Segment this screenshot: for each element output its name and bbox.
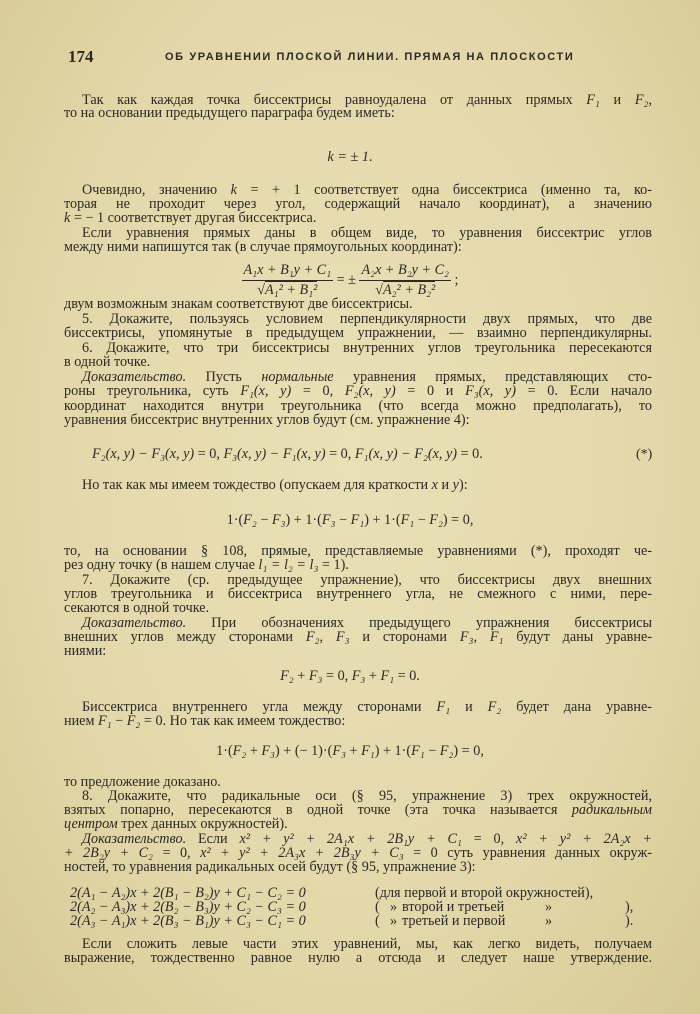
text-run: Но так как мы имеем тождество (опускаем для краткости bbox=[82, 477, 432, 493]
text-run: Биссектриса внутреннего угла между сторонами bbox=[82, 700, 437, 715]
text-run: ) + 1·( bbox=[374, 743, 412, 759]
text-run: = 0, bbox=[291, 384, 345, 399]
semicolon: ; bbox=[451, 271, 459, 288]
text-run: = 1). bbox=[318, 557, 349, 573]
text-run: будут даны уравне- bbox=[503, 630, 652, 645]
math-italic: F₃ bbox=[459, 630, 474, 645]
text-run: = 0, bbox=[194, 446, 224, 462]
text-run: в одной точке. bbox=[64, 354, 151, 370]
text-line bbox=[64, 860, 652, 875]
ditto-mark: » bbox=[545, 913, 553, 929]
text-run: Если уравнения прямых даны в общем виде, то уравнения биссектрис углов bbox=[82, 226, 652, 241]
text-run: и bbox=[437, 477, 453, 493]
math-italic: x² + y² + 2A₁x + 2B₁y + C₁ bbox=[239, 832, 462, 847]
math-italic: F₂ bbox=[280, 668, 294, 684]
math-italic: F₂ bbox=[232, 743, 247, 759]
text-run: ) = 0, bbox=[442, 512, 474, 528]
display-formula bbox=[40, 669, 660, 684]
text-run: ): bbox=[458, 477, 468, 493]
equation: 2(A₃ − A₁)x + 2(B₃ − B₁)y + C₃ − C₁ = 0 bbox=[70, 913, 306, 929]
paren-close: ). bbox=[625, 913, 634, 929]
text-line bbox=[64, 106, 652, 121]
equation-note: третьей и первой bbox=[402, 913, 506, 929]
paren-close: ), bbox=[625, 899, 634, 915]
text-run: и bbox=[599, 93, 635, 108]
text-run: уравнения прямых, представляющих сто- bbox=[333, 370, 652, 385]
text-line bbox=[64, 817, 652, 832]
text-run: двум возможным знакам соответствуют две биссектрисы. bbox=[64, 296, 413, 312]
text-run: между ними напишутся так (в случае прямоугольных координат): bbox=[64, 239, 462, 255]
text-line bbox=[64, 601, 652, 616]
math-italic: k = ± 1 bbox=[327, 149, 369, 165]
math-italic: x bbox=[431, 477, 438, 493]
math-italic: радикальным bbox=[571, 803, 652, 818]
text-run: 1·( bbox=[216, 743, 233, 759]
text-line bbox=[64, 630, 652, 645]
text-run: = 0, bbox=[152, 846, 201, 861]
math-italic: F₂ bbox=[243, 512, 257, 528]
text-run: = − 1 соответствует другая биссектриса. bbox=[70, 210, 317, 226]
text-line bbox=[64, 370, 652, 385]
text-line bbox=[64, 384, 652, 399]
paren-open: ( bbox=[375, 913, 380, 929]
text-line bbox=[64, 326, 652, 341]
math-italic: F₂(x, y) − F₃(x, y) bbox=[92, 446, 195, 462]
text-run: = + 1 соответствует одна биссектриса (именно та, ко- bbox=[236, 183, 652, 198]
text-run: то предложение доказано. bbox=[64, 774, 221, 790]
text-line bbox=[64, 240, 652, 255]
equation: 2(A₂ − A₃)x + 2(B₂ − B₃)y + C₂ − C₃ = 0 bbox=[70, 899, 306, 915]
text-run: биссектрисы, упомянутые в предыдущем упражнении, — взаимно перпендикулярны. bbox=[64, 326, 652, 341]
math-italic: F₂ bbox=[126, 713, 141, 729]
text-line bbox=[64, 183, 652, 198]
math-italic: F₁ bbox=[350, 512, 365, 528]
text-line bbox=[64, 832, 652, 847]
math-italic: центром bbox=[64, 816, 118, 832]
fraction-right bbox=[359, 262, 451, 299]
text-run: Если сложить левые части этих уравнений, мы, как легко видеть, получаем bbox=[82, 937, 652, 952]
text-run: то, на основании § 108, прямые, представляемые уравнениями (*), проходят че- bbox=[64, 544, 652, 559]
text-run: секаются в одной точке. bbox=[64, 600, 210, 616]
numerator: A₂x + B₂y + C₂ bbox=[359, 262, 451, 281]
running-head: ОБ УРАВНЕНИИ ПЛОСКОЙ ЛИНИИ. ПРЯМАЯ НА ПЛОСКОСТИ bbox=[165, 51, 575, 63]
text-line bbox=[64, 297, 652, 312]
math-italic: F₃ bbox=[261, 743, 275, 759]
text-run: координат находится внутри треугольника (что всегда можно предполагать), то bbox=[64, 399, 652, 414]
math-italic: F₁ bbox=[489, 630, 504, 645]
display-formula bbox=[40, 744, 660, 759]
equals-plus-minus: = ± bbox=[333, 271, 360, 288]
math-italic: x² + y² + 2A₃x + 2B₃y + C₃ bbox=[200, 846, 404, 861]
text-run: Если bbox=[186, 832, 240, 847]
math-italic: F₁ bbox=[411, 743, 425, 759]
text-run: − bbox=[335, 512, 351, 528]
equation: 2(A₁ − A₂)x + 2(B₁ − B₂)y + C₁ − C₂ = 0 bbox=[70, 885, 306, 901]
text-run: 6. Докажите, что три биссектрисы внутренних углов треугольника пересекаются bbox=[82, 341, 652, 356]
text-line bbox=[64, 478, 652, 493]
text-run: 8. Докажите, что радикальные оси (§ 95, упражнение 3) трех окружностей, bbox=[82, 789, 652, 804]
text-run: = 0. Если начало bbox=[515, 384, 652, 399]
text-line bbox=[64, 355, 652, 370]
text-run: . bbox=[368, 149, 373, 165]
text-run: ) + 1·( bbox=[285, 512, 322, 528]
math-italic: F₂ bbox=[305, 630, 320, 645]
text-run: = 0, bbox=[461, 832, 517, 847]
text-run: торая не проходит через угол, содержащий начало координат), а значению bbox=[64, 197, 652, 212]
display-formula bbox=[40, 513, 660, 528]
math-italic: F₂ bbox=[439, 743, 454, 759]
math-italic: нормальные bbox=[261, 370, 334, 385]
text-line bbox=[64, 951, 652, 966]
text-line bbox=[64, 714, 652, 729]
math-italic: Доказательство. bbox=[82, 616, 187, 631]
text-run: − bbox=[256, 512, 272, 528]
text-run: + bbox=[293, 668, 309, 684]
math-italic: F₁ bbox=[98, 713, 112, 729]
text-run: = 0. bbox=[457, 446, 483, 462]
text-run: − bbox=[111, 713, 127, 729]
text-run: = 0. bbox=[394, 668, 420, 684]
math-italic: x² + y² + 2A₂x + bbox=[516, 832, 652, 847]
text-run: − bbox=[414, 512, 430, 528]
text-run: внешних углов между сторонами bbox=[64, 630, 306, 645]
math-italic: F₃ bbox=[335, 630, 350, 645]
text-run: , bbox=[319, 630, 336, 645]
text-line bbox=[64, 775, 652, 790]
math-italic: k bbox=[64, 210, 71, 226]
radical-axis-equation bbox=[70, 913, 634, 930]
math-italic: l₁ = l₂ = l₃ bbox=[258, 557, 319, 573]
text-run: будет дана уравне- bbox=[501, 700, 652, 715]
text-run: Так как каждая точка биссектрисы равноудалена от данных прямых bbox=[82, 93, 587, 108]
text-line bbox=[64, 312, 652, 327]
math-italic: F₁(x, y) − F₂(x, y) bbox=[354, 446, 458, 462]
text-line bbox=[64, 616, 652, 631]
math-italic: F₃ bbox=[321, 512, 336, 528]
text-line bbox=[64, 558, 652, 573]
sqrt-icon: √ bbox=[375, 282, 383, 298]
text-run: = 0, bbox=[325, 446, 355, 462]
text-line bbox=[64, 573, 652, 588]
equation-note: второй и третьей bbox=[402, 899, 505, 915]
text-line bbox=[64, 211, 652, 226]
equation-label: (*) bbox=[636, 447, 653, 462]
text-run: , bbox=[648, 93, 652, 108]
text-run: , bbox=[473, 630, 490, 645]
math-italic: F₂(x, y) bbox=[344, 384, 396, 399]
bisector-formula bbox=[0, 262, 700, 299]
text-run: Пусть bbox=[186, 370, 262, 385]
text-run: углов треугольника и биссектриса внутреннего угла, не смежного с ними, пере- bbox=[64, 587, 652, 602]
text-line bbox=[64, 937, 652, 952]
ditto-mark: » bbox=[390, 899, 398, 915]
math-italic: y bbox=[452, 477, 459, 493]
text-run: Очевидно, значению bbox=[82, 183, 231, 198]
text-run: + bbox=[246, 743, 262, 759]
text-run: и сторонами bbox=[349, 630, 460, 645]
text-run: 1·( bbox=[226, 512, 244, 528]
text-run: 5. Докажите, пользуясь условием перпендикулярности двух прямых, что две bbox=[82, 312, 652, 327]
math-italic: F₁ bbox=[380, 668, 395, 684]
text-run: − bbox=[424, 743, 440, 759]
text-run: = 0 суть уравнения данных окруж- bbox=[403, 846, 652, 861]
text-run: 7. Докажите (ср. предыдущее упражнение), что биссектрисы двух внешних bbox=[82, 573, 652, 588]
math-italic: F₃ bbox=[351, 668, 366, 684]
math-italic: Доказательство. bbox=[82, 370, 187, 385]
text-run: + bbox=[345, 743, 362, 759]
text-run: ) + (− 1)·( bbox=[275, 743, 333, 759]
equation-note: (для первой и второй окружностей), bbox=[375, 885, 594, 901]
text-run: роны треугольника, суть bbox=[64, 384, 241, 399]
text-run: При обозначениях предыдущего упражнения биссектрисы bbox=[186, 616, 652, 631]
text-run: ностей, то уравнения радикальных осей будут (§ 95, упражнение 3): bbox=[64, 859, 476, 875]
text-run: ) = 0, bbox=[453, 743, 484, 759]
math-italic: k bbox=[230, 183, 237, 198]
text-run: = 0, bbox=[322, 668, 352, 684]
text-run: = 0 и bbox=[395, 384, 466, 399]
fraction-left bbox=[242, 262, 334, 299]
text-run: уравнения биссектрис внутренних углов будут (см. упражнение 4): bbox=[64, 412, 470, 428]
text-run: нием bbox=[64, 713, 99, 729]
math-italic: F₁ bbox=[436, 700, 451, 715]
text-run: = 0. Но так как имеем тождество: bbox=[140, 713, 346, 729]
text-run: ниями: bbox=[64, 643, 107, 659]
text-run: + bbox=[365, 668, 381, 684]
math-italic: F₃(x, y) − F₁(x, y) bbox=[223, 446, 326, 462]
page-number: 174 bbox=[68, 47, 94, 66]
radicand: A₁² + B₁² bbox=[264, 282, 318, 298]
math-italic: F₃ bbox=[332, 743, 346, 759]
math-italic: F₃ bbox=[271, 512, 286, 528]
math-italic: F₁ bbox=[586, 93, 600, 108]
math-italic: F₁ bbox=[400, 512, 415, 528]
text-run: и bbox=[450, 700, 488, 715]
text-run: выражение, тождественно равное нулю а отсюда и следует наше утверждение. bbox=[64, 951, 652, 966]
ditto-mark: » bbox=[545, 899, 553, 915]
math-italic: F₃(x, y) bbox=[465, 384, 516, 399]
radicand: A₂² + B₂² bbox=[382, 282, 436, 298]
denominator bbox=[375, 281, 435, 299]
numerator: A₁x + B₁y + C₁ bbox=[242, 262, 334, 281]
math-italic: F₁(x, y) bbox=[240, 384, 292, 399]
math-italic: F₂ bbox=[487, 700, 502, 715]
display-formula bbox=[40, 150, 660, 165]
text-run: рез одну точку (в нашем случае bbox=[64, 557, 259, 573]
math-italic: + 2B₂y + C₂ bbox=[64, 846, 153, 861]
paren-open: ( bbox=[375, 899, 380, 915]
denominator bbox=[257, 281, 317, 299]
text-run: взятых попарно, пересекаются в одной точке (эта точка называется bbox=[64, 803, 572, 818]
text-run: ) + 1·( bbox=[364, 512, 401, 528]
text-line bbox=[64, 644, 652, 659]
text-run: трех данных окружностей). bbox=[117, 816, 288, 832]
math-italic: F₁ bbox=[361, 743, 375, 759]
math-italic: Доказательство. bbox=[82, 832, 187, 847]
text-run: то на основании предыдущего параграфа будем иметь: bbox=[64, 105, 395, 121]
display-formula bbox=[92, 447, 483, 462]
math-italic: F₃ bbox=[308, 668, 323, 684]
math-italic: F₂ bbox=[429, 512, 443, 528]
text-line bbox=[64, 341, 652, 356]
ditto-mark: » bbox=[390, 913, 398, 929]
math-italic: F₂ bbox=[634, 93, 649, 108]
text-line bbox=[64, 789, 652, 804]
text-line bbox=[64, 413, 652, 428]
sqrt-icon: √ bbox=[257, 282, 265, 298]
